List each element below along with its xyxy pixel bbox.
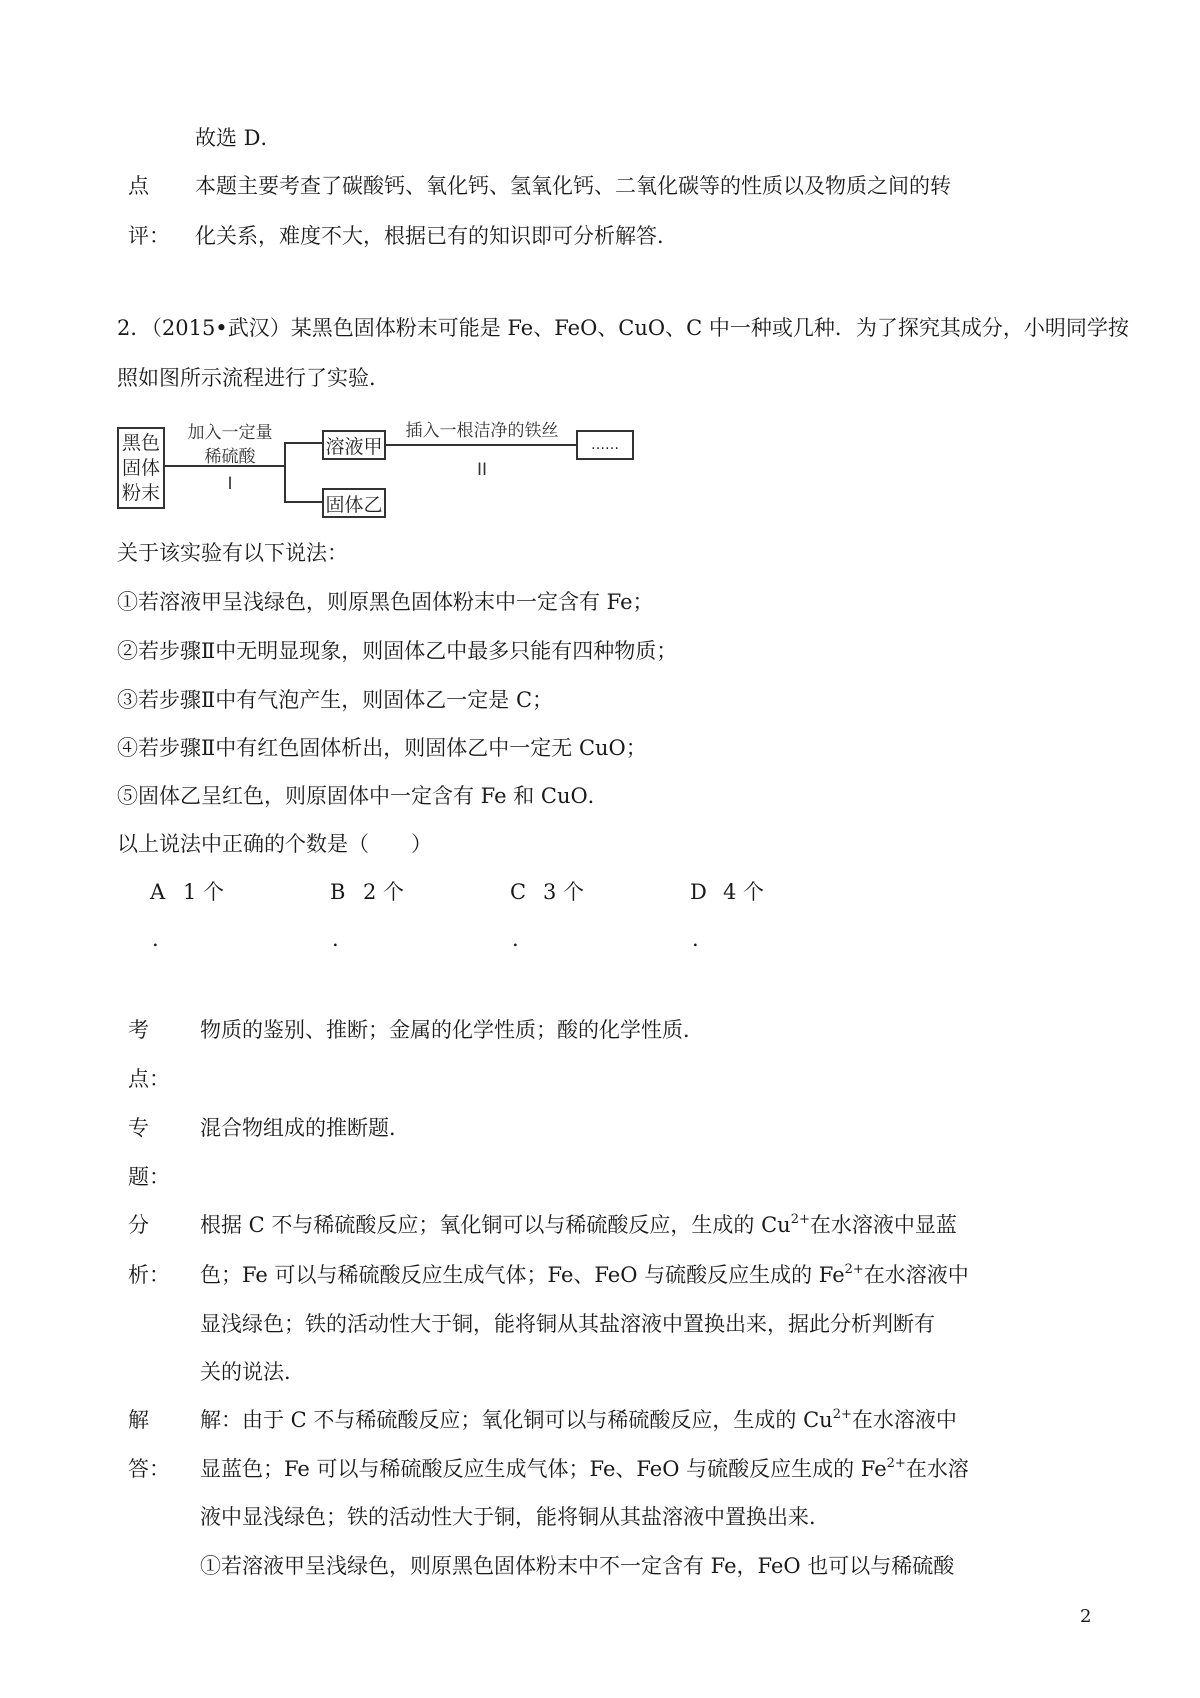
black-powder-label-3: 粉末 [121,481,160,504]
kaodian-text: 物质的鉴别、推断；金属的化学性质；酸的化学性质． [200,1018,704,1042]
option-d-text: 4 个 [723,880,765,904]
question-ask: 以上说法中正确的个数是（ ） [117,832,432,856]
option-c-letter: C [510,880,527,904]
kaodian-label-bottom: 点： [128,1067,170,1091]
zhuanti-label-bottom: 题： [128,1165,170,1189]
zhuanti-label-top: 专 [128,1116,149,1140]
fenxi-line-1-b: 在水溶液中显蓝 [809,1213,957,1237]
statement-3: ③若步骤Ⅱ中有气泡产生，则固体乙一定是 C； [117,688,554,712]
jieda-line-1 [200,1406,957,1434]
step1-label-bottom: 稀硫酸 [204,447,256,467]
jieda-line-1-a: 解：由于 C 不与稀硫酸反应；氧化铜可以与稀硫酸反应，生成的 Cu [200,1408,833,1432]
option-c-text: 3 个 [543,880,585,904]
fenxi-line-2 [200,1261,969,1289]
fenxi-line-1 [200,1211,957,1239]
black-powder-label-1: 黑色 [121,431,160,454]
question-stem-line-1: 2．（2015•武汉）某黑色固体粉末可能是 Fe、FeO、CuO、C 中一种或几种．为了探究其成分，小明同学按 [117,316,1129,340]
fenxi-line-4: 关的说法． [200,1360,305,1384]
connector-line [284,442,322,444]
statements-intro: 关于该实验有以下说法： [117,541,348,565]
jieda-line-2-b: 在水溶 [905,1457,969,1481]
comment-label-bottom: 评： [128,224,170,248]
page-number: 2 [1080,1606,1092,1627]
step1-number: I [227,474,233,494]
jieda-line-4: ①若溶液甲呈浅绿色，则原黑色固体粉末中不一定含有 Fe，FeO 也可以与稀硫酸 [200,1554,955,1578]
jieda-line-2 [200,1455,969,1483]
statement-1: ①若溶液甲呈浅绿色，则原黑色固体粉末中一定含有 Fe； [117,590,654,614]
branch-line [284,442,286,502]
fenxi-line-1-a: 根据 C 不与稀硫酸反应；氧化铜可以与稀硫酸反应，生成的 Cu [200,1213,791,1237]
fenxi-line-2-a: 色；Fe 可以与稀硫酸反应生成气体；Fe、FeO 与硫酸反应生成的 Fe [200,1263,845,1287]
connector-line [386,444,576,446]
jieda-line-2-sup: 2+ [886,1456,906,1471]
question-stem-line-2: 照如图所示流程进行了实验． [117,366,390,390]
option-b-letter: B [330,880,346,904]
option-a-dot: . [152,927,159,951]
fenxi-line-3: 显浅绿色；铁的活动性大于铜，能将铜从其盐溶液中置换出来，据此分析判断有 [200,1312,935,1336]
jieda-line-1-sup: 2+ [832,1407,852,1422]
fenxi-line-1-sup: 2+ [790,1212,810,1227]
black-powder-label-2: 固体 [121,456,160,479]
jieda-line-1-b: 在水溶液中 [851,1408,957,1432]
option-c-dot: . [512,927,519,951]
comment-text-line-2: 化关系，难度不大，根据已有的知识即可分析解答． [195,224,678,248]
option-d-dot: . [692,927,699,951]
option-a-text: 1 个 [183,880,225,904]
option-d-letter: D [690,880,707,904]
black-powder-box [117,427,165,509]
statement-5: ⑤固体乙呈红色，则原固体中一定含有 Fe 和 CuO． [117,784,609,808]
result-box: …… [576,430,634,460]
fenxi-label-top: 分 [128,1213,149,1237]
fenxi-label-bottom: 析： [128,1263,170,1287]
solid-b-box: 固体乙 [322,488,386,518]
zhuanti-text: 混合物组成的推断题． [200,1116,410,1140]
jieda-label-bottom: 答： [128,1457,170,1481]
option-a-letter: A [150,880,166,904]
comment-label-top: 点 [128,174,149,198]
fenxi-line-2-b: 在水溶液中 [863,1263,969,1287]
connector-line [284,501,322,503]
kaodian-label-top: 考 [128,1018,149,1042]
statement-2: ②若步骤Ⅱ中无明显现象，则固体乙中最多只能有四种物质； [117,639,678,663]
jieda-line-3: 液中显浅绿色；铁的活动性大于铜，能将铜从其盐溶液中置换出来． [200,1505,830,1529]
step1-label-top: 加入一定量 [187,423,273,443]
option-b-text: 2 个 [363,880,405,904]
step2-label: 插入一根洁净的铁丝 [405,421,559,441]
answer-choice-line: 故选 D． [195,126,282,150]
step2-number: II [476,460,488,480]
fenxi-line-2-sup: 2+ [844,1262,864,1277]
comment-text-line-1: 本题主要考查了碳酸钙、氧化钙、氢氧化钙、二氧化碳等的性质以及物质之间的转 [195,174,951,198]
statement-4: ④若步骤Ⅱ中有红色固体析出，则固体乙中一定无 CuO； [117,736,647,760]
solution-a-box: 溶液甲 [322,430,386,460]
jieda-label-top: 解 [128,1408,149,1432]
option-b-dot: . [332,927,339,951]
jieda-line-2-a: 显蓝色；Fe 可以与稀硫酸反应生成气体；Fe、FeO 与硫酸反应生成的 Fe [200,1457,887,1481]
